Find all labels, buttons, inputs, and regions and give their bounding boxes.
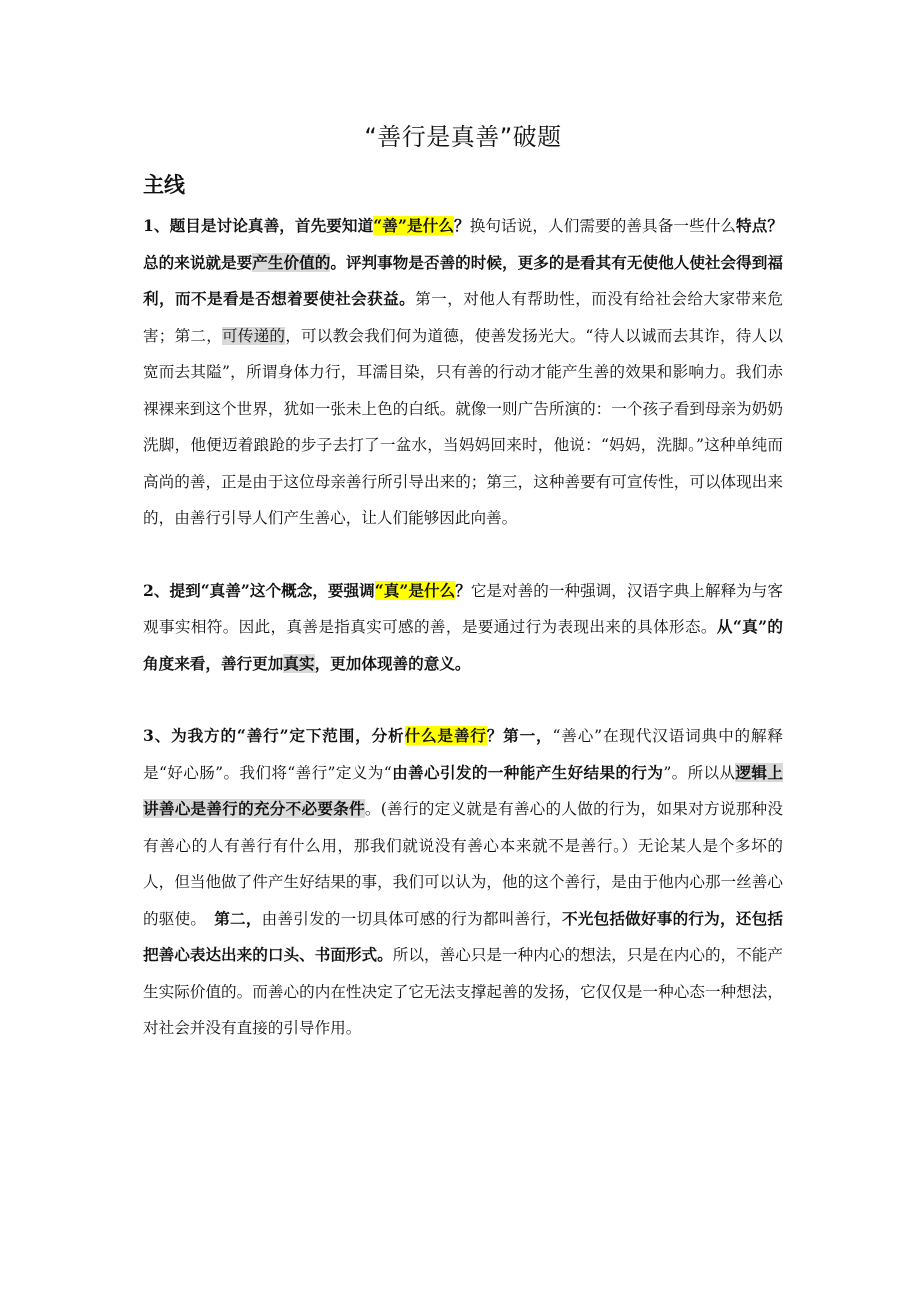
p3-highlight-question: 什么是善行 bbox=[404, 726, 487, 745]
p1-question-mark: ？ bbox=[454, 216, 470, 235]
p3-lead: 3、为我方的“善行”定下范围，分析 bbox=[143, 726, 405, 745]
p2-lead: 2、提到“真善”这个概念，要强调 bbox=[143, 580, 375, 600]
paragraph-3 bbox=[143, 718, 783, 1047]
p1-bold-text: 特点？总的来说就是要 bbox=[143, 216, 783, 272]
paragraph-gap bbox=[143, 682, 783, 718]
p3-highlight-logic: 逻辑上讲善心是善行的充分不必要条件 bbox=[143, 762, 783, 818]
p3-bold-second: 第二， bbox=[214, 908, 262, 928]
p2-text: 它是对善的一种强调，汉语字典上解释为与客观事实相符。因此，真善是指真实可感的善，是要通过行为表现出来的具体形态。 bbox=[143, 581, 783, 636]
p1-highlight-value: 产生价值的 bbox=[252, 252, 331, 272]
p3-text-so: ”。所以从 bbox=[663, 763, 736, 782]
paragraph-1 bbox=[143, 208, 783, 537]
p3-bold-definition: 由善心引发的一种能产生好结果的行为 bbox=[391, 762, 664, 782]
p1-highlight-question: “善”是什么 bbox=[373, 216, 455, 235]
p3-text-second: 由善引发的一切具体可感的行为都叫善行， bbox=[261, 909, 562, 928]
p3-text-explain: 。(善行的定义就是有善心的人做的行为，如果对方说那种没有善心的人有善行有什么用，那我们就说没有善心本来就不是善行。）无论某人是个多坏的人，但当他做了件产生好结果的事，我们可以认为，他的这个善行，是由于他内心那一丝善心的驱使。 bbox=[143, 800, 783, 928]
paragraph-gap bbox=[143, 537, 783, 573]
p2-bold-text: 从“真”的角度来看，善行更加 bbox=[143, 617, 783, 673]
document-page bbox=[143, 120, 783, 1047]
p3-text: “善心”在现代汉语词典中的解释是“好心肠”。我们将“善行”定义为“ bbox=[143, 727, 783, 782]
p2-highlight-question: “真”是什么 bbox=[374, 580, 456, 600]
document-title: “善行是真善”破题 bbox=[364, 123, 562, 151]
p1-highlight-transferable: 可传递的 bbox=[222, 326, 286, 345]
p2-bold-end: ，更加体现善的意义。 bbox=[314, 653, 471, 673]
paragraph-2 bbox=[143, 573, 783, 683]
p3-text-end: 所以，善心只是一种内心的想法，只是在内心的，不能产生实际价值的。而善心的内在性决定了它无法支撑起善的发扬，它仅仅是一种心态一种想法，对社会并没有直接的引导作用。 bbox=[143, 946, 783, 1037]
p3-bold-scope: 不光包括做好事的行为，还包括把善心表达出来的口头、书面形式。 bbox=[143, 908, 783, 964]
p1-text-rest: ，可以教会我们何为道德，使善发扬光大。“待人以诚而去其诈，待人以宽而去其隘”，所谓身体力行，耳濡目染，只有善的行动才能产生善的效果和影响力。我们赤裸裸来到这个世界，犹如一张未上色的白纸。就像一则广告所演的：一个孩子看到母亲为奶奶洗脚，他便迈着踉跄的步子去打了一盆水，当妈妈回来时，他说：“妈妈，洗脚。”这种单纯而高尚的善，正是由于这位母亲善行所引导出来的；第三，这种善要有可宣传性，可以体现出来的，由善行引导人们产生善心，让人们能够因此向善。 bbox=[143, 326, 783, 527]
p1-bold-judgement: 。评判事物是否善的时候，更多的是看其有无使他人使社会得到福利，而不是看是否想着要使社会获益。 bbox=[143, 252, 783, 308]
p2-highlight-real: 真实 bbox=[283, 653, 315, 673]
p1-lead: 1、题目是讨论真善，首先要知道 bbox=[143, 216, 374, 235]
p1-text: 换句话说，人们需要的善具备一些什么 bbox=[469, 217, 737, 235]
p3-bold-first: ？第一， bbox=[486, 726, 553, 745]
p1-text-first: 第一，对他人有帮助性，而没有给社会给大家带来危害；第二， bbox=[143, 290, 783, 345]
p2-question-mark: ？ bbox=[455, 580, 471, 600]
section-heading: 主线 bbox=[143, 173, 185, 197]
